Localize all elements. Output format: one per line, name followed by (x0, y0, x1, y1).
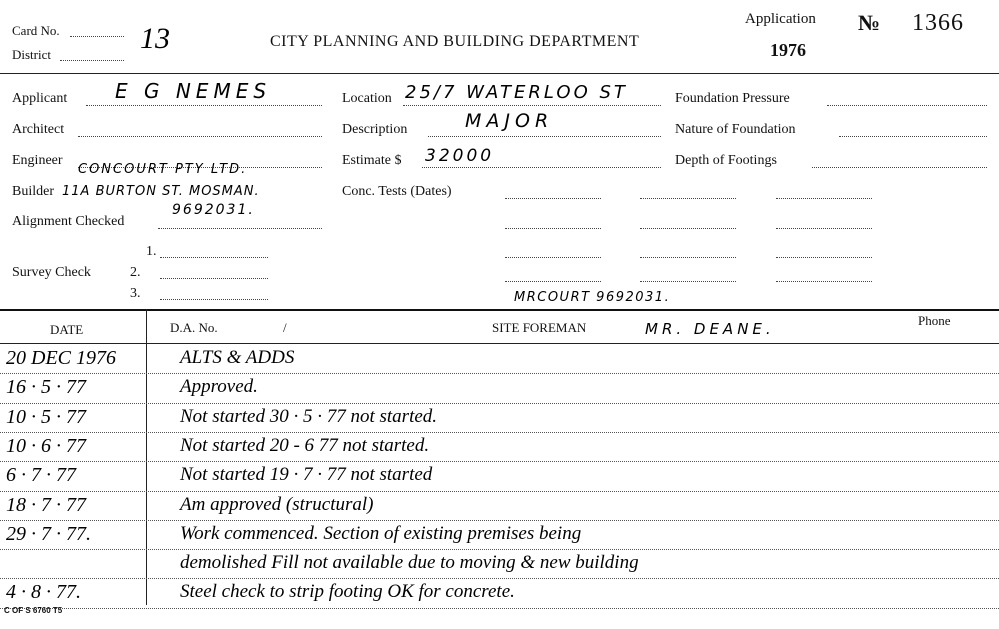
log-row-line (0, 520, 999, 521)
alignment-dots (158, 228, 322, 229)
survey-item-2: 2. (130, 265, 141, 280)
log-row-line (0, 403, 999, 404)
phone-header: Phone (918, 313, 951, 328)
date-header: DATE (50, 322, 84, 337)
applicant-label: Applicant (12, 91, 68, 106)
estimate-value: 32000 (425, 146, 495, 166)
log-date: 29 · 7 · 77. (6, 522, 91, 545)
location-dots (403, 105, 661, 106)
builder-value-line1: CONCOURT PTY LTD. (78, 162, 248, 177)
log-row-line (0, 491, 999, 492)
architect-dots (78, 136, 322, 137)
foundation-pressure-dots (827, 105, 987, 106)
nature-foundation-dots (839, 136, 987, 137)
depth-footings-dots (812, 167, 987, 168)
log-text: ALTS & ADDS (180, 347, 295, 368)
form-code: C OF S 6760 T5 (4, 606, 63, 615)
log-text: demolished Fill not available due to moving & new building (180, 552, 639, 574)
foundation-pressure-label: Foundation Pressure (675, 91, 790, 106)
log-row-line (0, 461, 999, 462)
log-text: Work commenced. Section of existing premises being (180, 522, 582, 544)
applicant-value: E G NEMES (115, 79, 272, 103)
log-row-line (0, 432, 999, 433)
header-divider (0, 73, 999, 74)
application-year: 1976 (770, 40, 806, 60)
number-symbol: № (858, 10, 881, 35)
conc-dots-1b (640, 198, 736, 199)
log-date: 4 · 8 · 77. (6, 581, 81, 604)
site-foreman-value: MR. DEANE. (645, 320, 775, 338)
log-row-line (0, 549, 999, 550)
depth-footings-label: Depth of Footings (675, 153, 777, 168)
log-text: Not started 19 · 7 · 77 not started (180, 464, 433, 486)
log-text: Not started 20 - 6 77 not started. (180, 434, 430, 456)
card-no-dots (70, 36, 124, 37)
log-text: Steel check to strip footing OK for concrete. (180, 581, 515, 603)
log-date: 6 · 7 · 77 (6, 464, 76, 487)
log-date: 10 · 5 · 77 (6, 405, 86, 428)
conc-dots-3b (640, 257, 736, 258)
log-date: 10 · 6 · 77 (6, 434, 86, 457)
log-date: 16 · 5 · 77 (6, 376, 86, 399)
builder-value-line2: 11A BURTON ST. MOSMAN. (62, 184, 260, 199)
survey-dots-3 (160, 299, 268, 300)
application-number: 1366 (912, 10, 964, 36)
conc-dots-2a (505, 228, 601, 229)
log-header-divider (0, 343, 999, 344)
nature-foundation-label: Nature of Foundation (675, 122, 796, 137)
conc-tests-label: Conc. Tests (Dates) (342, 184, 452, 199)
log-row-line (0, 578, 999, 579)
estimate-label: Estimate $ (342, 153, 402, 168)
card-no-value: 13 (140, 22, 170, 55)
log-row-line (0, 608, 999, 609)
log-row-line (0, 373, 999, 374)
conc-dots-3c (776, 257, 872, 258)
description-label: Description (342, 122, 408, 137)
card-no-label: Card No. (12, 23, 60, 38)
district-dots (60, 60, 124, 61)
engineer-label: Engineer (12, 153, 63, 168)
log-top-divider (0, 309, 999, 311)
survey-item-3: 3. (130, 286, 141, 301)
survey-item-1: 1. (146, 244, 157, 259)
site-foreman-header: SITE FOREMAN (492, 320, 587, 335)
estimate-dots (422, 167, 661, 168)
description-value: MAJOR (465, 110, 554, 132)
conc-dots-4c (776, 281, 872, 282)
log-date: 18 · 7 · 77 (6, 493, 86, 516)
conc-dots-4b (640, 281, 736, 282)
da-slash: / (283, 320, 287, 335)
conc-dots-2c (776, 228, 872, 229)
department-title: CITY PLANNING AND BUILDING DEPARTMENT (270, 33, 640, 50)
da-header: D.A. No. (170, 320, 218, 335)
architect-label: Architect (12, 122, 65, 137)
application-label: Application (745, 11, 816, 27)
survey-label: Survey Check (12, 265, 91, 280)
conc-dots-1a (505, 198, 601, 199)
applicant-dots (86, 105, 322, 106)
log-text: Not started 30 · 5 · 77 not started. (180, 405, 438, 427)
district-label: District (12, 47, 51, 62)
conc-dots-4a (505, 281, 601, 282)
log-date: 20 DEC 1976 (6, 347, 116, 369)
conc-dots-3a (505, 257, 601, 258)
location-value: 25/7 WATERLOO ST (405, 82, 628, 103)
survey-dots-1 (160, 257, 268, 258)
survey-dots-2 (160, 278, 268, 279)
log-text: Am approved (structural) (180, 493, 374, 515)
builder-label: Builder (12, 184, 54, 199)
location-label: Location (342, 91, 392, 106)
builder-value-line3: 9692031. (172, 202, 255, 218)
description-dots (428, 136, 661, 137)
phone-note: MRCOURT 9692031. (514, 290, 671, 305)
log-column-divider (146, 309, 147, 605)
alignment-label: Alignment Checked (12, 214, 125, 229)
log-text: Approved. (180, 376, 258, 398)
conc-dots-2b (640, 228, 736, 229)
conc-dots-1c (776, 198, 872, 199)
